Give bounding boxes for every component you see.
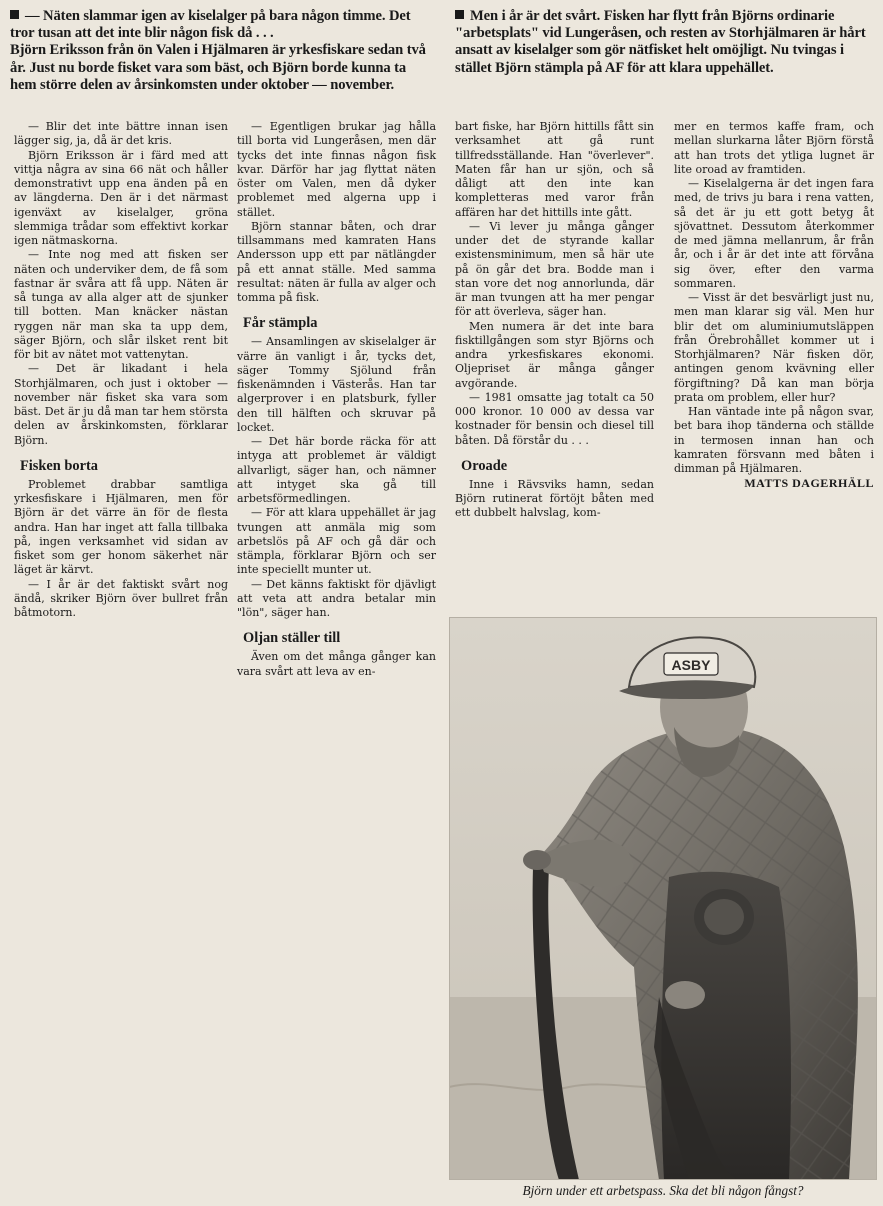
paragraph: — Vi lever ju många gånger under det de styrande kallar existensminimum, men så här ute på ön går det bra. Bodde man i stan vore det nog annorlunda, där är man tvungen att ha mer pengar för att överleva, säger han. — [455, 219, 654, 319]
paragraph: Björn stannar båten, och drar tillsammans med kamraten Hans Andersson upp ett par nätlängder på ett annat ställe. Med samma resultat: näten är fulla av alger och tomma på fisk. — [237, 219, 436, 304]
square-bullet-icon — [455, 10, 464, 19]
lead-left — [10, 8, 428, 94]
lead-right-line1 — [455, 8, 871, 77]
paragraph: — Det känns faktiskt för djävligt att veta att andra betalar min "lön", säger han. — [237, 577, 436, 619]
paragraph: Inne i Rävsviks hamn, sedan Björn rutinerat förtöjt båten med ett dubbelt halvslag, kom- — [455, 477, 654, 520]
byline: MATTS DAGERHÄLL — [744, 476, 874, 491]
column-1 — [14, 120, 228, 620]
paragraph: Han väntade inte på någon svar, bet bara ihop tänderna och ställde in termosen innan han och kamraten försvann med båten i dimman på Hjälmaren. — [674, 405, 874, 475]
column-2 — [237, 120, 436, 679]
lead-right — [455, 8, 871, 77]
lead-left-text1: — Näten slammar igen av kiselalger på bara någon timme. Det tror tusan att det inte blir någon fisk då . . . — [10, 8, 411, 42]
lead-left-line2: Björn Eriksson från ön Valen i Hjälmaren är yrkesfiskare sedan två år. Just nu borde fisket vara som bäst, och Björn borde kunna ta hem större delen av årsinkomsten under oktober — november. — [10, 42, 426, 93]
paragraph: mer en termos kaffe fram, och mellan slurkarna låter Björn förstå att han trots det ytliga lugnet är lite oroad av framtiden. — [674, 120, 874, 176]
paragraph: — Ansamlingen av skiselalger är värre än vanligt i år, tycks det, säger Tommy Sjölund från fiskenämnden i Västerås. Han tar algerprover i en platsburk, fyller den till hälften och skruvar på locket. — [237, 335, 436, 434]
paragraph: — Det här borde räcka för att intyga att problemet är väldigt allvarligt, säger han, och nämner att intyget ska gå till arbetsförmedlingen. — [237, 435, 436, 505]
paragraph: — 1981 omsatte jag totalt ca 50 000 kronor. 10 000 av dessa var kostnader för bensin och diesel till båten. Då förstår du . . . — [455, 390, 654, 447]
column-4 — [674, 120, 874, 491]
paragraph: — För att klara uppehället är jag tvungen att anmäla mig som arbetslös på AF och gå där och stämpla, förklarar Björn och ser inte speciellt munter ut. — [237, 506, 436, 577]
paragraph: — Blir det inte bättre innan isen lägger sig, ja, då är det kris. — [14, 120, 228, 148]
paragraph: — Det är likadant i hela Storhjälmaren, och just i oktober — november när fisket ska vara som bäst. Det är ju då man tar hem största delen av årskinkomsten, förklarar Björn. — [14, 362, 228, 447]
paragraph: Även om det många gånger kan vara svårt att leva av en- — [237, 650, 436, 678]
column-3 — [455, 120, 654, 521]
subheading-oroade: Oroade — [461, 457, 508, 474]
paragraph: — Egentligen brukar jag hålla till borta vid Lungeråsen, men där tycks det inte finnas någon fisk kvar. Därför har jag flyttat näten öster om Valen, men då dyker problemet med algerna upp i stället. — [237, 120, 436, 219]
paragraph: Problemet drabbar samtliga yrkesfiskare i Hjälmaren, men för Björn är det värre än för de flesta andra. Han har inget att falla tillbaka på, ingen verksamhet vid sidan av fisket som ger honom säkerhet när läget är kärvt. — [14, 477, 228, 577]
paragraph: — Visst är det besvärligt just nu, men man klarar sig väl. Men hur blir det om aluminiumutsläppen från Örebrohållet kommer ut i Storhjälmaren? När fisken dör, antingen genom kvävning eller förgiftning? Då kan man börja prata om problem, eller hur? — [674, 291, 874, 404]
subheading-fisken-borta: Fisken borta — [20, 457, 98, 474]
paragraph: Men numera är det inte bara fisktillgången som styr Björns och andra yrkesfiskares ekonomi. Oljepriset är många gånger avgörande. — [455, 319, 654, 390]
fisherman-photo-illustration — [449, 617, 877, 1180]
square-bullet-icon — [10, 10, 19, 19]
news-photo — [449, 617, 877, 1180]
cap-logo-text: ASBY — [671, 657, 711, 673]
paragraph: bart fiske, har Björn hittills fått sin verksamhet att gå runt tillfredsställande. Han "överlever". Maten får han ur sjön, och så dåligt att den inte kan kompletteras med varor från affären har det hittills inte gått. — [455, 120, 654, 219]
paragraph: — Kiselalgerna är det ingen fara med, de trivs ju bara i rena vatten, så det är ju ett gott betyg åt sjövattnet. Dessutom återkommer de med jämna mellanrum, år från år, och i år är det inte att förvåna sig över, efter den varma sommaren. — [674, 177, 874, 290]
photo-caption: Björn under ett arbetspass. Ska det bli någon fångst? — [522, 1183, 804, 1198]
subheading-far-stampla: Får stämpla — [243, 315, 318, 332]
paragraph: — I år är det faktiskt svårt nog ändå, skriker Björn över bullret från båtmotorn. — [14, 577, 228, 619]
lead-right-text1: Men i år är det svårt. Fisken har flytt från Björns ordinarie "arbetsplats" vid Lungeråsen, och resten av Storhjälmaren är hårt ansatt av kiselalger som gör nätfisket helt omöjligt. Nu tvingas i stället Björn stämpla på AF för att klara uppehället. — [455, 8, 866, 76]
lead-left-line1 — [10, 8, 428, 42]
paragraph: Björn Eriksson är i färd med att vittja några av sina 66 nät och håller demonstrativt upp ena änden på en av längderna. Den är i det närmast igenväxt av kiselalger, gröna slemmiga trådar som effektivt korkar igen nätmaskorna. — [14, 148, 228, 247]
subheading-oljan: Oljan ställer till — [243, 630, 341, 647]
paragraph: — Inte nog med att fisken ser näten och underviker dem, de få som fastnar är svåra att få upp. Näten är så tunga av alla alger att de sjunker till botten. Man knäcker nästan ryggen när man ska ta upp dem, säger Björn, och slår ilsket rent bit för bit av nätet mot vattenytan. — [14, 248, 228, 361]
